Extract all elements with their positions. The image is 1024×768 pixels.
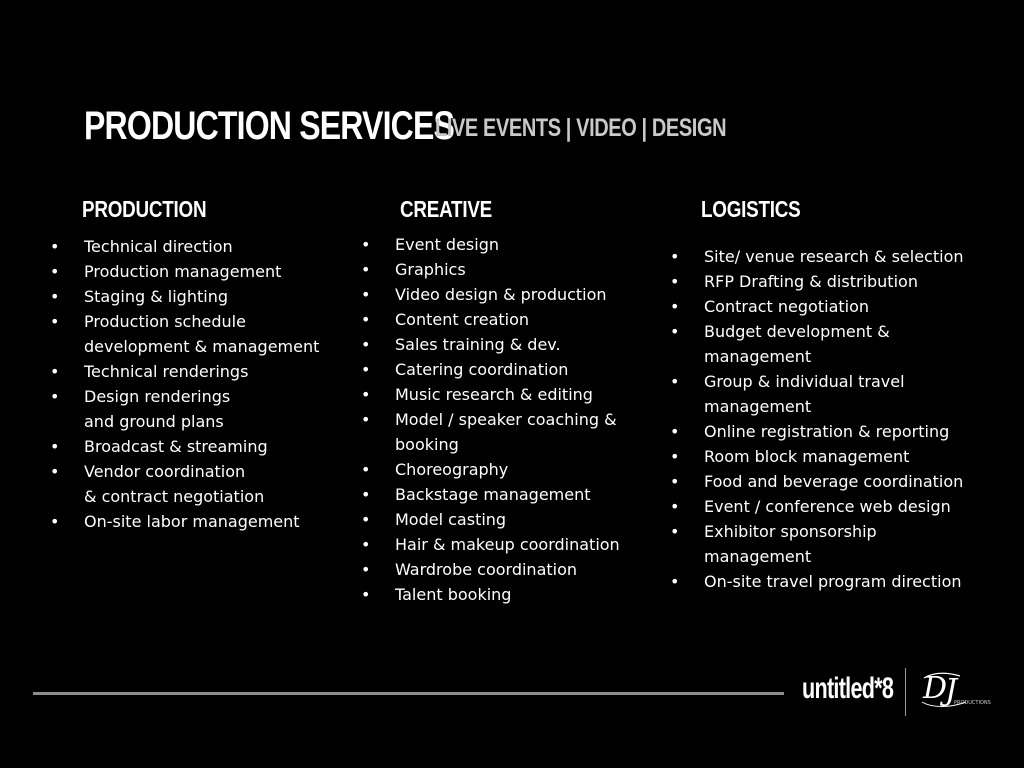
list-item: • Hair & makeup coordination — [361, 532, 651, 557]
list-item: • Choreography — [361, 457, 651, 482]
logistics-list — [670, 244, 1010, 594]
column-heading-creative: CREATIVE — [400, 196, 492, 222]
list-item: • Talent booking — [361, 582, 651, 607]
list-item: • Graphics — [361, 257, 651, 282]
dj-monogram-logo-icon — [920, 670, 992, 710]
list-item: • Budget development & management — [670, 319, 1010, 369]
list-item: • Technical direction — [50, 234, 350, 259]
list-item: • Event / conference web design — [670, 494, 1010, 519]
page-title: PRODUCTION SERVICES — [84, 104, 455, 148]
list-item: • Production schedule development & management — [50, 309, 350, 359]
list-item: • Music research & editing — [361, 382, 651, 407]
list-item: • Vendor coordination & contract negotiation — [50, 459, 350, 509]
list-item: • Site/ venue research & selection — [670, 244, 1010, 269]
list-item: • Room block management — [670, 444, 1010, 469]
list-item: • Staging & lighting — [50, 284, 350, 309]
list-item: • Technical renderings — [50, 359, 350, 384]
list-item: • Contract negotiation — [670, 294, 1010, 319]
list-item: • Model / speaker coaching & booking — [361, 407, 651, 457]
brand-logo-untitled8: untitled*8 — [802, 672, 894, 705]
list-item: • Backstage management — [361, 482, 651, 507]
list-item: • Content creation — [361, 307, 651, 332]
footer-rule — [33, 692, 784, 695]
list-item: • Catering coordination — [361, 357, 651, 382]
list-item: • Video design & production — [361, 282, 651, 307]
list-item: • Wardrobe coordination — [361, 557, 651, 582]
list-item: • Model casting — [361, 507, 651, 532]
svg-text:PRODUCTIONS: PRODUCTIONS — [954, 700, 991, 706]
list-item: • Online registration & reporting — [670, 419, 1010, 444]
column-heading-production: PRODUCTION — [82, 196, 207, 222]
list-item: • Sales training & dev. — [361, 332, 651, 357]
list-item: • On-site labor management — [50, 509, 350, 534]
production-list — [50, 234, 350, 534]
svg-text:D: D — [923, 671, 948, 706]
list-item: • Food and beverage coordination — [670, 469, 1010, 494]
list-item: • Event design — [361, 232, 651, 257]
list-item: • Group & individual travel management — [670, 369, 1010, 419]
creative-list — [361, 232, 651, 607]
list-item: • RFP Drafting & distribution — [670, 269, 1010, 294]
list-item: • Exhibitor sponsorship management — [670, 519, 1010, 569]
list-item: • Design renderings and ground plans — [50, 384, 350, 434]
column-heading-logistics: LOGISTICS — [701, 196, 801, 222]
page-subtitle: LIVE EVENTS | VIDEO | DESIGN — [435, 114, 727, 142]
list-item: • On-site travel program direction — [670, 569, 1010, 594]
svg-text:J: J — [945, 673, 958, 708]
list-item: • Production management — [50, 259, 350, 284]
footer-divider — [905, 668, 906, 716]
list-item: • Broadcast & streaming — [50, 434, 350, 459]
